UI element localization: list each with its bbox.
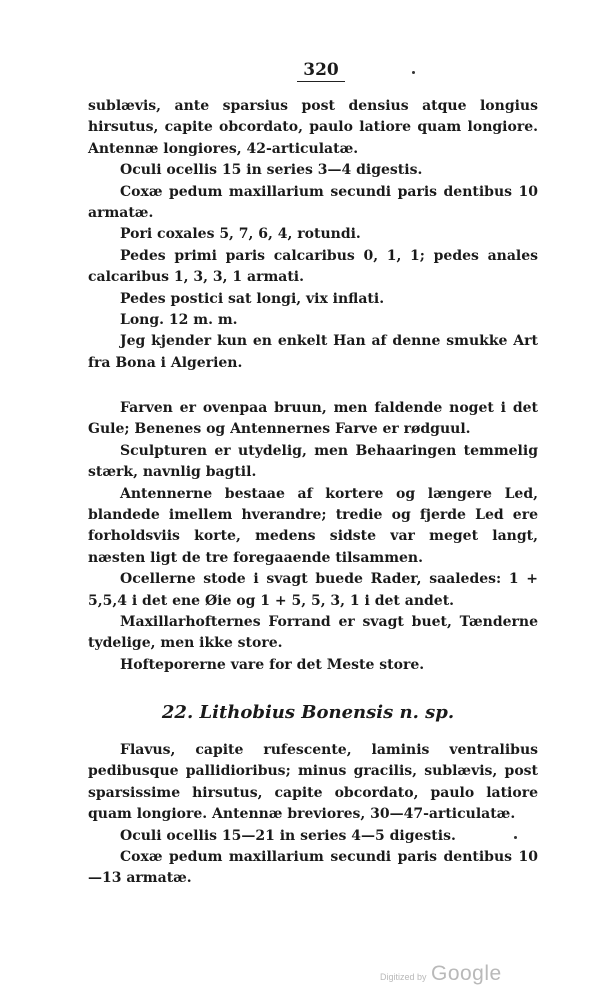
paragraph: Hofteporerne vare for det Meste store.: [120, 656, 425, 673]
paragraph: Antennerne bestaae af kortere og længere Led, blandede imellem hverandre; tredie og fjerde Led ere forholdsviis korte, medens sidste var meget langt, næsten ligt de tre foregaaende tilsammen.: [88, 485, 538, 566]
page-speck: [412, 71, 415, 74]
paragraph: Sculpturen er utydelig, men Behaaringen temmelig stærk, navnlig bagtil.: [88, 442, 538, 481]
watermark-prefix: Digitized by: [380, 972, 427, 982]
page-number-text: 320: [297, 60, 345, 82]
species-description-latin-2: [88, 740, 538, 890]
species-description-latin: [88, 96, 538, 374]
paragraph: Ocellerne stode i svagt buede Rader, saaledes: 1 + 5,5,4 i det ene Øie og 1 + 5, 5, 3, 1 i det andet.: [88, 571, 538, 609]
paragraph: Flavus, capite rufescente, laminis ventralibus pedibusque pallidioribus; minus gracilis, sublævis, post sparsissime hirsutus, capite obcordato, paulo latiore quam longiore. Antennæ breviores, 30—47-articulatæ.: [88, 742, 538, 823]
species-description-danish: [88, 398, 538, 676]
paragraph: Coxæ pedum maxillarium secundi paris dentibus 10 armatæ.: [88, 183, 538, 222]
watermark-brand: Google: [430, 962, 502, 985]
paragraph: Oculi ocellis 15 in series 3—4 digestis.: [120, 162, 423, 179]
page-number: [0, 60, 616, 82]
paragraph: Pedes postici sat longi, vix inflati.: [120, 290, 385, 307]
paragraph: Farven er ovenpaa bruun, men faldende noget i det Gule; Benenes og Antennernes Farve er rødguul.: [88, 400, 538, 438]
paragraph: Maxillarhofternes Forrand er svagt buet, Tænderne tydelige, men ikke store.: [88, 614, 538, 652]
paragraph: Jeg kjender kun en enkelt Han af denne smukke Art fra Bona i Algerien.: [88, 333, 538, 371]
paragraph: Pori coxales 5, 7, 6, 4, rotundi.: [120, 226, 361, 243]
paragraph: Pedes primi paris calcaribus 0, 1, 1; pedes anales calcaribus 1, 3, 3, 1 armati.: [88, 247, 538, 286]
digitized-watermark: [380, 962, 502, 986]
species-heading: 22. Lithobius Bonensis n. sp.: [161, 702, 455, 723]
paragraph: Long. 12 m. m.: [120, 312, 238, 329]
paragraph: sublævis, ante sparsius post densius atque longius hirsutus, capite obcordato, paulo latiore quam longiore. Antennæ longiores, 42-articulatæ.: [88, 98, 538, 157]
paragraph: Coxæ pedum maxillarium secundi paris dentibus 10—13 armatæ.: [88, 849, 538, 887]
paragraph: Oculi ocellis 15—21 in series 4—5 digestis.: [120, 827, 456, 844]
